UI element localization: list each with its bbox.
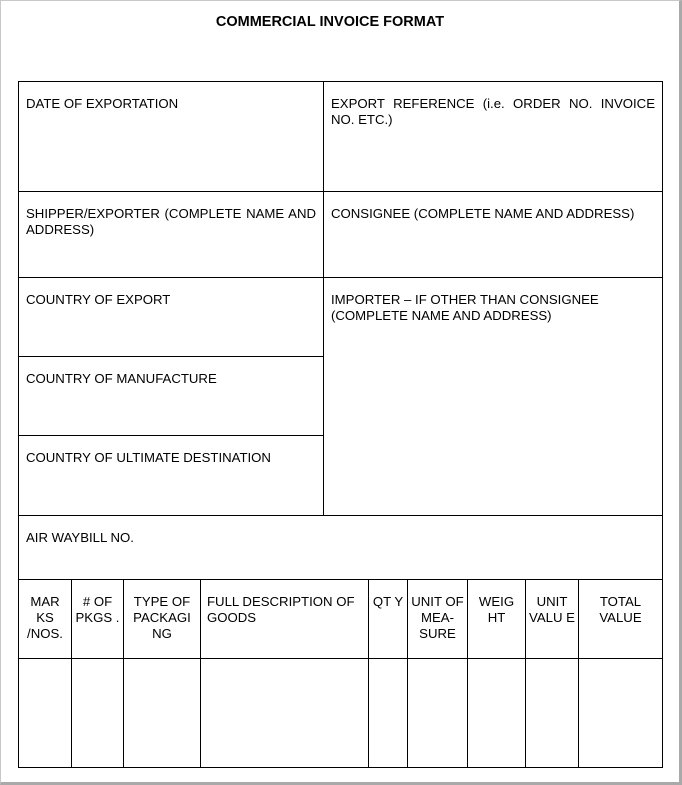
entry-pkgs-cell[interactable] [71,658,124,768]
entry-unit-measure-cell[interactable] [407,658,468,768]
consignee-field[interactable] [323,191,663,278]
col-header-total-value [578,579,663,659]
entry-total-value-cell[interactable] [578,658,663,768]
importer-label: IMPORTER – IF OTHER THAN CONSIGNEE (COMPLETE NAME AND ADDRESS) [331,292,599,323]
country-of-export-label: COUNTRY OF EXPORT [26,292,171,307]
col-header-pkgs-label: # OF PKGS . [75,594,120,625]
entry-packaging-cell[interactable] [123,658,201,768]
col-header-unit-measure [407,579,468,659]
col-header-weight [467,579,526,659]
entry-weight-cell[interactable] [467,658,526,768]
col-header-description-label: FULL DESCRIPTION OF GOODS [207,594,355,625]
date-of-exportation-label: DATE OF EXPORTATION [26,96,179,111]
consignee-label: CONSIGNEE (COMPLETE NAME AND ADDRESS) [331,206,635,221]
country-of-export-field[interactable] [18,277,324,357]
entry-unit-value-cell[interactable] [525,658,579,768]
col-header-packaging [123,579,201,659]
col-header-qty [368,579,408,659]
export-reference-field[interactable] [323,81,663,192]
shipper-exporter-field[interactable] [18,191,324,278]
export-reference-label: EXPORT REFERENCE (i.e. ORDER NO. INVOICE NO. ETC.) [331,96,655,127]
country-of-ultimate-destination-label: COUNTRY OF ULTIMATE DESTINATION [26,450,271,465]
shipper-exporter-label: SHIPPER/EXPORTER (COMPLETE NAME AND ADDRESS) [26,206,316,237]
col-header-marks [18,579,72,659]
entry-marks-cell[interactable] [18,658,72,768]
importer-field[interactable] [323,277,663,516]
col-header-unit-measure-label: UNIT OF MEA- SURE [411,594,464,641]
col-header-qty-label: QT Y [372,594,404,609]
col-header-total-value-label: TOTAL VALUE [599,594,642,625]
country-of-ultimate-destination-field[interactable] [18,435,324,516]
col-header-unit-value-label: UNIT VALU E [529,594,575,625]
air-waybill-label: AIR WAYBILL NO. [26,530,134,545]
date-of-exportation-field[interactable] [18,81,324,192]
country-of-manufacture-field[interactable] [18,356,324,436]
col-header-unit-value [525,579,579,659]
col-header-weight-label: WEIG HT [478,594,515,625]
air-waybill-field[interactable] [18,515,663,580]
col-header-pkgs [71,579,124,659]
entry-description-cell[interactable] [200,658,369,768]
col-header-marks-label: MAR KS /NOS. [27,594,63,641]
country-of-manufacture-label: COUNTRY OF MANUFACTURE [26,371,217,386]
document-title: COMMERCIAL INVOICE FORMAT [215,14,445,30]
entry-qty-cell[interactable] [368,658,408,768]
col-header-description [200,579,369,659]
col-header-packaging-label: TYPE OF PACKAGI NG [133,594,191,641]
